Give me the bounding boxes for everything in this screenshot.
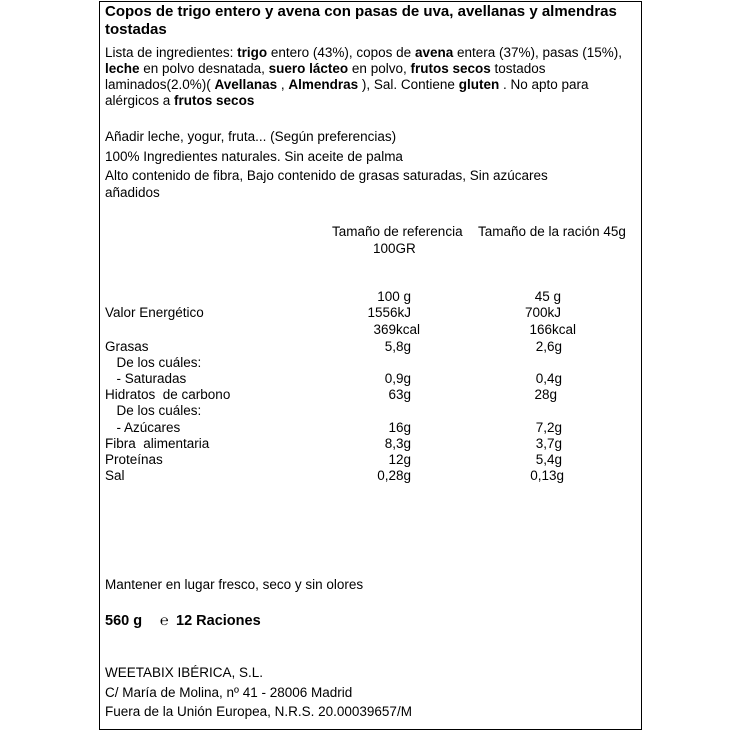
ingredients-text: en polvo,: [348, 61, 411, 76]
allergen-avellanas: Avellanas: [214, 77, 278, 92]
nutrient-label: De los cuáles:: [109, 403, 202, 418]
energy-kj-serving: 700kJ: [524, 305, 561, 320]
nutrient-label: Fibra alimentaria: [105, 436, 210, 451]
natural-claim: 100% Ingredientes naturales. Sin aceite de palma: [105, 149, 403, 164]
nutrient-label: Hidratos de carbono: [105, 387, 231, 402]
nutrient-value-reference: 12g: [388, 452, 411, 467]
allergen-leche: leche: [105, 61, 140, 76]
nutrient-value-serving: 7,2g: [535, 420, 562, 435]
company-address: C/ María de Molina, nº 41 - 28006 Madrid: [105, 685, 353, 700]
ingredients-text: Lista de ingredientes:: [105, 45, 238, 60]
ingredients-text: ,: [277, 77, 289, 92]
nutrient-label: Sal: [105, 468, 125, 483]
allergen-suero: suero lácteo: [268, 61, 349, 76]
nutrient-value-serving: 0,4g: [535, 371, 562, 386]
nutrient-label: De los cuáles:: [109, 355, 202, 370]
nutrition-header-serving: Tamaño de la ración 45g: [478, 224, 626, 239]
estimated-sign: ℮: [160, 613, 169, 629]
nutrient-label: Grasas: [105, 339, 149, 354]
nutrient-value-serving: 0,13g: [530, 468, 564, 483]
ingredients-text: ), Sal. Contiene: [358, 77, 459, 92]
nutrient-label: Proteínas: [105, 452, 163, 467]
ingredients-text: . No apto para alérgicos a: [105, 77, 589, 108]
portions-count: 12 Raciones: [176, 613, 261, 629]
nutrient-value-serving: 28g: [534, 387, 557, 402]
net-weight: 560 g: [105, 613, 143, 629]
nutrient-value-reference: 0,9g: [384, 371, 411, 386]
energy-kj-reference: 1556kJ: [367, 305, 411, 320]
energy-label: Valor Energético: [105, 305, 204, 320]
nutrient-label: - Azúcares: [109, 420, 181, 435]
ingredients-text: entera (37%), pasas (15%),: [453, 45, 623, 60]
allergen-frutos-secos: frutos secos: [174, 93, 255, 108]
company-name: WEETABIX IBÉRICA, S.L.: [105, 665, 264, 680]
ingredients-text: en polvo desnatada,: [139, 61, 269, 76]
allergen-almendras: Almendras: [288, 77, 359, 92]
nutrient-value-serving: 5,4g: [535, 452, 562, 467]
nutrient-value-serving: 2,6g: [535, 339, 562, 354]
ingredients-text: tostados laminados(2.0%)(: [105, 61, 546, 92]
nutrition-unit-reference: 100 g: [377, 289, 411, 304]
allergen-frutos-secos: frutos secos: [410, 61, 491, 76]
nutrient-value-reference: 63g: [388, 387, 411, 402]
product-title: Copos de trigo entero y avena con pasas de uva, avellanas y almendras tostadas: [105, 3, 617, 38]
nutrition-header-reference: Tamaño de referencia: [332, 224, 463, 239]
energy-kcal-reference: 369kcal: [373, 322, 420, 337]
nutrient-value-reference: 5,8g: [384, 339, 411, 354]
ingredients-list: [105, 45, 637, 109]
nutrient-value-reference: 8,3g: [384, 436, 411, 451]
nutrient-label: - Saturadas: [109, 371, 187, 386]
fiber-claim-line2: añadidos: [105, 185, 160, 200]
company-registry: Fuera de la Unión Europea, N.R.S. 20.00039657/M: [105, 704, 412, 719]
nutrition-unit-serving: 45 g: [534, 289, 561, 304]
allergen-trigo: trigo: [237, 45, 268, 60]
allergen-avena: avena: [414, 45, 454, 60]
nutrient-value-reference: 0,28g: [377, 468, 411, 483]
storage-instructions: Mantener en lugar fresco, seco y sin olores: [105, 577, 364, 592]
serving-suggestion: Añadir leche, yogur, fruta... (Según preferencias): [105, 129, 397, 144]
nutrient-value-reference: 16g: [388, 420, 411, 435]
energy-kcal-serving: 166kcal: [529, 322, 576, 337]
nutrient-value-serving: 3,7g: [535, 436, 562, 451]
allergen-gluten: gluten: [458, 77, 500, 92]
ingredients-text: entero (43%), copos de: [267, 45, 415, 60]
nutrition-header-reference-unit: 100GR: [373, 241, 416, 256]
fiber-claim-line1: Alto contenido de fibra, Bajo contenido de grasas saturadas, Sin azúcares: [105, 168, 548, 183]
